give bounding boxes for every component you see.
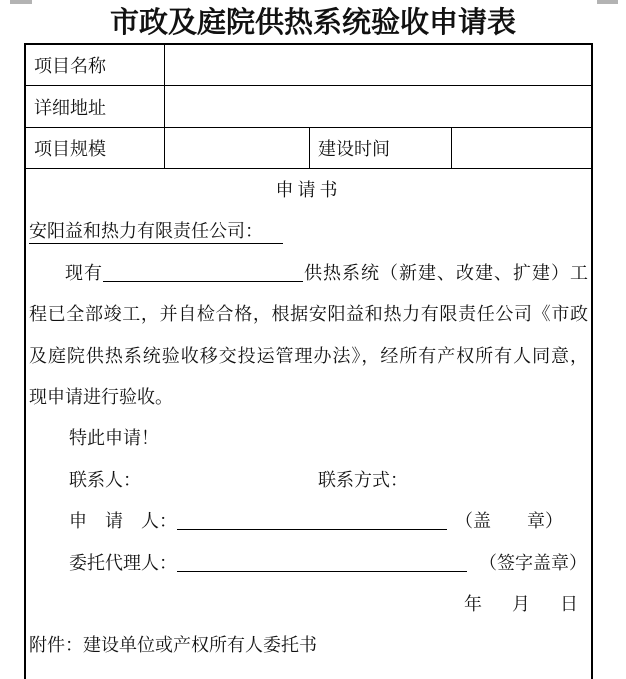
applicant-line [29,501,588,542]
project-name-label: 项目名称 [26,45,165,85]
hereby-text: 特此申请！ [69,428,159,449]
build-time-value-cell[interactable] [452,128,591,168]
attachment-line: 附件：建设单位或产权所有人委托书 [29,635,317,656]
project-scale-value-cell[interactable] [165,128,310,168]
table-row-scale-time [26,128,591,169]
project-scale-label: 项目规模 [26,128,165,168]
top-right-artifact [597,0,618,4]
table-row-project-name [26,45,591,86]
application-letter-cell [26,169,591,679]
applicant-label: 申 请 人： [69,511,177,532]
salutation-line [29,211,588,252]
applicant-seal-note: （盖 章） [455,511,563,532]
contact-line [29,460,588,501]
paragraph-line1-suffix: 供热系统（新建、改建、扩建）工 [303,262,588,283]
system-name-blank[interactable] [103,263,303,282]
agent-seal-note: （签字盖章） [479,552,587,573]
paragraph-line-2: 程已全部竣工，并自检合格，根据安阳益和热力有限责任公司《市政 [29,304,588,325]
contact-label: 联系人： [69,469,141,490]
application-form-table [24,43,593,679]
salutation-text: 安阳益和热力有限责任公司： [29,221,283,244]
agent-label: 委托代理人： [69,552,177,573]
address-value-cell[interactable] [165,86,591,127]
paragraph-line-1 [29,253,588,294]
paragraph-line-3: 及庭院供热系统验收移交投运管理办法》，经所有产权所有人同意， [29,345,588,366]
paragraph-line-4: 现申请进行验收。 [29,386,173,407]
top-left-artifact [10,0,32,4]
agent-signature-blank[interactable] [177,553,467,572]
applicant-signature-blank[interactable] [177,511,447,530]
paragraph-line1-prefix: 现有 [65,262,103,283]
project-name-value-cell[interactable] [165,45,591,85]
address-label: 详细地址 [26,86,165,127]
contact-method-label: 联系方式： [318,469,408,490]
table-row-address [26,86,591,128]
agent-line [29,543,588,584]
application-heading: 申请书 [275,180,342,200]
hereby-line [29,418,588,459]
date-line: 年 月 日 [464,593,584,614]
build-time-label: 建设时间 [310,128,452,168]
page-title: 市政及庭院供热系统验收申请表 [109,7,516,39]
